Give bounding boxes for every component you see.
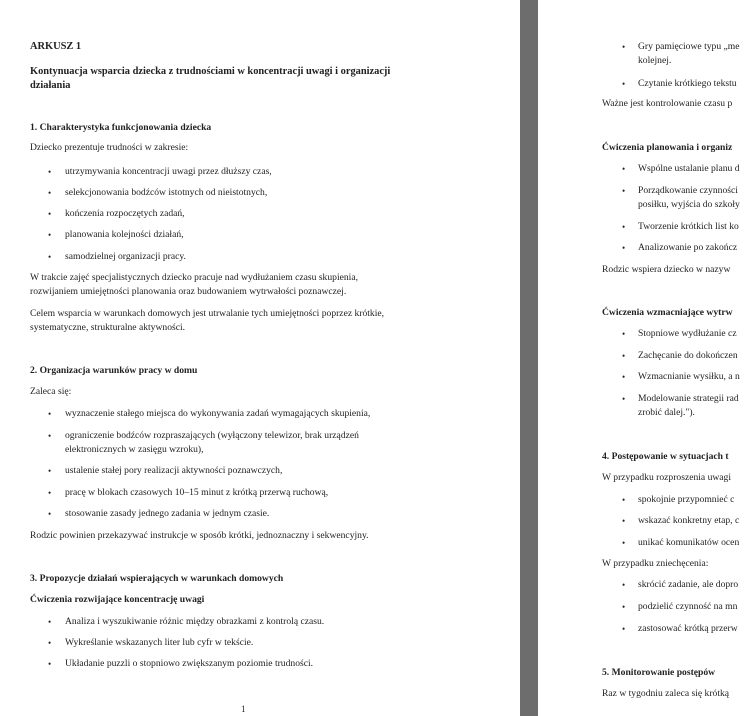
bullet-icon: • — [622, 164, 626, 174]
list-item: unikać komunikatów ocen — [638, 537, 740, 548]
list-item: Gry pamięciowe typu „me — [638, 41, 740, 52]
paragraph-line: systematyczne, strukturalne aktywności. — [30, 322, 186, 333]
subheading: Ćwiczenia planowania i organiz — [602, 142, 733, 153]
list-item: podzielić czynność na mn — [638, 601, 738, 612]
section-3-heading: 3. Propozycje działań wspierających w warunkach domowych — [30, 573, 284, 584]
list-item: Porządkowanie czynności — [638, 185, 738, 196]
bullet-icon: • — [48, 188, 52, 198]
paragraph-line: Raz w tygodniu zaleca się krótką — [602, 688, 730, 699]
list-item: Modelowanie strategii rad — [638, 393, 739, 404]
list-item: planowania kolejności działań, — [65, 229, 184, 240]
bullet-icon: • — [48, 409, 52, 419]
list-item: selekcjonowania bodźców istotnych od nieistotnych, — [65, 187, 268, 198]
section-2-intro: Zaleca się: — [30, 386, 72, 397]
paragraph-line: Rodzic wspiera dziecko w nazyw — [602, 264, 731, 275]
bullet-icon: • — [48, 230, 52, 240]
list-item: zastosować krótką przerw — [638, 623, 738, 634]
list-item-continuation: posiłku, wyjścia do szkoły — [638, 199, 740, 210]
list-item: Tworzenie krótkich list ko — [638, 221, 739, 232]
list-item: wskazać konkretny etap, c — [638, 515, 740, 526]
paragraph-line: W przypadku zniechęcenia: — [602, 558, 709, 569]
list-item: Wykreślanie wskazanych liter lub cyfr w tekście. — [65, 637, 254, 648]
sheet-title: ARKUSZ 1 — [30, 41, 82, 52]
bullet-icon: • — [622, 222, 626, 232]
bullet-icon: • — [622, 624, 626, 634]
bullet-icon: • — [48, 431, 52, 441]
bullet-icon: • — [622, 42, 626, 52]
list-item: Zachęcanie do dokończen — [638, 350, 738, 361]
document-page-2 — [538, 0, 750, 716]
section-5-heading: 5. Monitorowanie postępów — [602, 667, 716, 678]
section-2-closing: Rodzic powinien przekazywać instrukcje w sposób krótki, jednoznaczny i sekwencyjny. — [30, 530, 369, 541]
bullet-icon: • — [622, 538, 626, 548]
bullet-icon: • — [622, 372, 626, 382]
bullet-icon: • — [622, 516, 626, 526]
paragraph-line: W trakcie zajęć specjalistycznych dziecko pracuje nad wydłużaniem czasu skupienia, — [30, 272, 358, 283]
subheading: Ćwiczenia wzmacniające wytrw — [602, 307, 733, 318]
list-item: Stopniowe wydłużanie cz — [638, 328, 737, 339]
list-item: ustalenie stałej pory realizacji aktywności poznawczych, — [65, 465, 283, 476]
bullet-icon: • — [48, 252, 52, 262]
bullet-icon: • — [48, 659, 52, 669]
bullet-icon: • — [622, 602, 626, 612]
list-item: utrzymywania koncentracji uwagi przez dłuższy czas, — [65, 166, 272, 177]
paragraph-line: Celem wsparcia w warunkach domowych jest utrwalanie tych umiejętności poprzez krótkie, — [30, 308, 385, 319]
list-item: stosowanie zasady jednego zadania w jednym czasie. — [65, 508, 270, 519]
bullet-icon: • — [622, 495, 626, 505]
list-item: Analizowanie po zakończ — [638, 242, 738, 253]
bullet-icon: • — [48, 209, 52, 219]
list-item: Wspólne ustalanie planu d — [638, 163, 740, 174]
section-4-heading: 4. Postępowanie w sytuacjach t — [602, 451, 729, 462]
bullet-icon: • — [48, 509, 52, 519]
document-subtitle-line2: działania — [30, 80, 71, 91]
section-3-subheading: Ćwiczenia rozwijające koncentrację uwagi — [30, 594, 205, 605]
paragraph-line: Ważne jest kontrolowanie czasu p — [602, 98, 733, 109]
bullet-icon: • — [622, 79, 626, 89]
list-item-continuation: elektronicznych w zasięgu wzroku), — [65, 444, 204, 455]
section-2-heading: 2. Organizacja warunków pracy w domu — [30, 365, 198, 376]
bullet-icon: • — [48, 466, 52, 476]
section-1-heading: 1. Charakterystyka funkcjonowania dziecka — [30, 122, 212, 133]
list-item: ograniczenie bodźców rozpraszających (wyłączony telewizor, brak urządzeń — [65, 430, 359, 441]
bullet-icon: • — [622, 186, 626, 196]
list-item-continuation: zrobić dalej."). — [638, 407, 695, 418]
bullet-icon: • — [48, 617, 52, 627]
bullet-icon: • — [48, 638, 52, 648]
page-number: 1 — [241, 704, 246, 714]
list-item: Analiza i wyszukiwanie różnic między obrazkami z kontrolą czasu. — [65, 616, 325, 627]
paragraph-line: rozwijaniem umiejętności planowania oraz budowaniem wytrwałości poznawczej. — [30, 286, 347, 297]
bullet-icon: • — [622, 243, 626, 253]
list-item: kończenia rozpoczętych zadań, — [65, 208, 185, 219]
list-item: skrócić zadanie, ale dopro — [638, 579, 739, 590]
list-item: samodzielnej organizacji pracy. — [65, 251, 186, 262]
section-1-intro: Dziecko prezentuje trudności w zakresie: — [30, 142, 189, 153]
document-subtitle-line1: Kontynuacja wsparcia dziecka z trudnościami w koncentracji uwagi i organizacji — [30, 66, 391, 77]
bullet-icon: • — [622, 329, 626, 339]
list-item: Układanie puzzli o stopniowo zwiększanym poziomie trudności. — [65, 658, 314, 669]
bullet-icon: • — [48, 488, 52, 498]
paragraph-line: W przypadku rozproszenia uwagi — [602, 472, 732, 483]
list-item: spokojnie przypomnieć c — [638, 494, 735, 505]
list-item-continuation: kolejnej. — [638, 55, 672, 66]
bullet-icon: • — [622, 351, 626, 361]
list-item: wyznaczenie stałego miejsca do wykonywania zadań wymagających skupienia, — [65, 408, 371, 419]
page-gutter — [520, 0, 538, 716]
bullet-icon: • — [622, 394, 626, 404]
list-item: pracę w blokach czasowych 10–15 minut z krótką przerwą ruchową, — [65, 487, 329, 498]
bullet-icon: • — [622, 580, 626, 590]
list-item: Czytanie krótkiego tekstu — [638, 78, 737, 89]
list-item: Wzmacnianie wysiłku, a n — [638, 371, 740, 382]
bullet-icon: • — [48, 167, 52, 177]
